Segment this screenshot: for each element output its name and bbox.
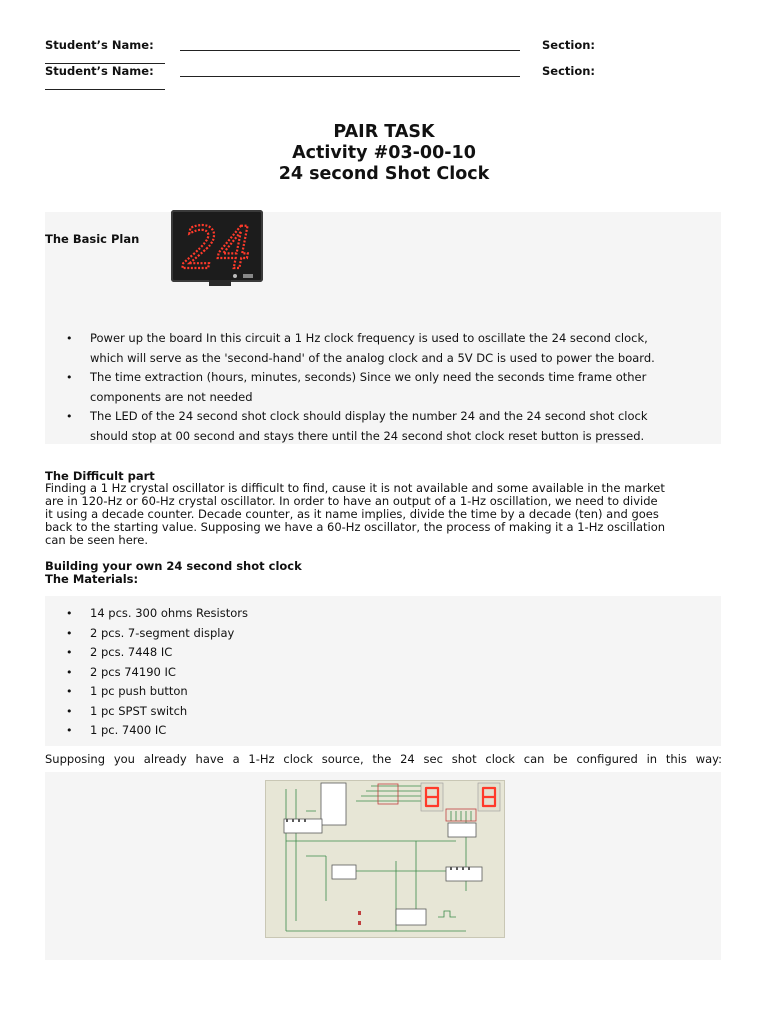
list-item: • 2 pcs. 7448 IC <box>45 643 721 663</box>
list-item: • 1 pc. 7400 IC <box>45 721 721 741</box>
title-line-1: PAIR TASK <box>333 122 435 142</box>
list-item: • The time extraction (hours, minutes, seconds) Since we only need the seconds time frame other components are not needed <box>45 368 721 407</box>
clock-stand <box>209 280 231 286</box>
section-label-2: Section: <box>542 64 596 78</box>
title-line-2: Activity #03-00-10 <box>292 143 476 163</box>
closing-sentence: Supposing you already have a 1-Hz clock source, the 24 sec shot clock can be configured in this way: <box>45 752 722 766</box>
list-item: • The LED of the 24 second shot clock should display the number 24 and the 24 second shot clock should stop at 00 second and stays there until the 24 second shot clock reset button is pressed. <box>45 407 721 446</box>
title-line-3: 24 second Shot Clock <box>278 164 490 184</box>
building-heading: Building your own 24 second shot clock <box>45 559 302 573</box>
section-label-1: Section: <box>542 38 596 52</box>
list-item: • 1 pc SPST switch <box>45 702 721 722</box>
indicator-bar <box>243 274 253 278</box>
materials-list <box>45 604 721 741</box>
name-underline-2 <box>45 89 165 90</box>
led-display <box>179 218 255 274</box>
list-item: • 14 pcs. 300 ohms Resistors <box>45 604 721 624</box>
list-item: • Power up the board In this circuit a 1 Hz clock frequency is used to oscillate the 24 second clock, which will serve as the 'second-hand' of the analog clock and a 5V DC is used to power the board. <box>45 329 721 368</box>
circuit-diagram-image <box>265 780 505 938</box>
list-item: • 2 pcs. 7-segment display <box>45 624 721 644</box>
shot-clock-image <box>171 210 263 286</box>
led-digits: 24 <box>182 218 252 274</box>
circuit-schematic <box>266 781 504 937</box>
student-name-line-1 <box>180 50 520 51</box>
student-name-label-2: Student’s Name: <box>45 64 154 78</box>
difficult-part-heading: The Difficult part <box>45 469 155 483</box>
difficult-part-paragraph: Finding a 1 Hz crystal oscillator is difficult to find, cause it is not available and some available in the market are in 120-Hz or 60-Hz crystal oscillator. In order to have an output of a 1-Hz oscillation, we need to divide it using a decade counter. Decade counter, as it name implies, divide the time by a decade (ten) and goes back to the starting value. Supposing we have a 60-Hz oscillator, the process of making it a 1-Hz oscillation can be seen here. <box>45 481 666 547</box>
list-item: • 1 pc push button <box>45 682 721 702</box>
basic-plan-label: The Basic Plan <box>45 232 140 246</box>
indicator-dot <box>233 274 237 278</box>
student-name-label-1: Student’s Name: <box>45 38 154 52</box>
student-name-line-2 <box>180 76 520 77</box>
basic-plan-list <box>45 329 721 446</box>
list-item: • 2 pcs 74190 IC <box>45 663 721 683</box>
materials-heading: The Materials: <box>45 572 139 586</box>
page-title <box>0 122 768 185</box>
